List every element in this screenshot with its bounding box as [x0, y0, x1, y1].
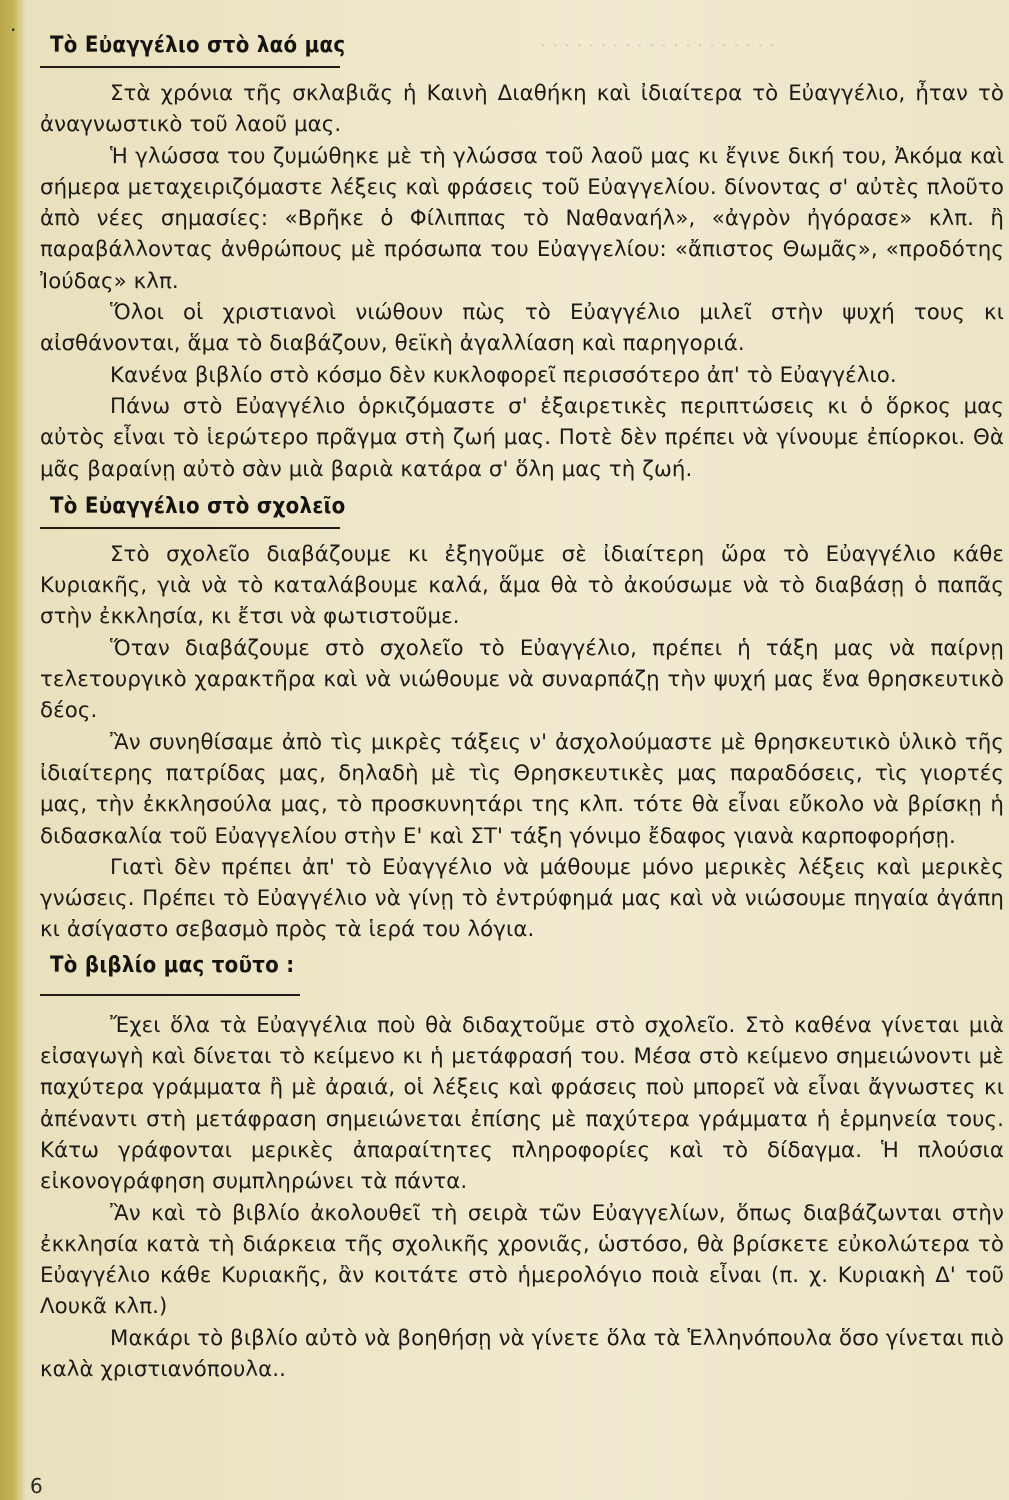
paragraph: Πάνω στὸ Εὐαγγέλιο ὁρκιζόμαστε σ' ἐξαιρετικὲς περιπτώσεις κι ὁ ὅρκος μας αὐτὸς εἶναι τὸ ἱερώτερο πρᾶγμα στὴ ζωή μας. Ποτὲ δὲν πρέπει νὰ γίνουμε ἐπίορκοι. Θὰ μᾶς βαραίνῃ αὐτὸ σὰν μιὰ βαριὰ κατάρα σ' ὅλη μας τὴ ζωή.: [40, 393, 1004, 482]
paragraph: Μακάρι τὸ βιβλίο αὐτὸ νὰ βοηθήσῃ νὰ γίνετε ὅλα τὰ Ἑλληνόπουλα ὅσο γίνεται πιὸ καλὰ χριστιανόπουλα..: [40, 1325, 1004, 1382]
paragraph: Ἡ γλώσσα του ζυμώθηκε μὲ τὴ γλώσσα τοῦ λαοῦ μας κι ἔγινε δική του, Ἀκόμα καὶ σήμερα μεταχειριζόμαστε λέξεις καὶ φράσεις τοῦ Εὐαγγελίου. δίνοντας σ' αὐτὲς πλοῦτο ἀπὸ νέες σημασίες: «Βρῆκε ὁ Φίλιππας τὸ Ναθαναήλ», «ἀγρὸν ἠγόρασε» κλπ. ἢ παραβάλλοντας ἀνθρώπους μὲ πρόσωπα του Εὐαγγελίου: «ἄπιστος Θωμᾶς», «προδότης Ἰούδας» κλπ.: [40, 143, 1004, 294]
paragraph: Γιατὶ δὲν πρέπει ἀπ' τὸ Εὐαγγέλιο νὰ μάθουμε μόνο μερικὲς λέξεις καὶ μερικὲς γνώσεις. Πρέπει τὸ Εὐαγγέλιο νὰ γίνῃ τὸ ἐντρύφημά μας καὶ νὰ νιώσουμε πηγαία ἀγάπη κι ἀσίγαστο σεβασμὸ πρὸς τὰ ἱερά του λόγια.: [40, 854, 1004, 943]
page-content: [40, 32, 1004, 1385]
page-number: 6: [30, 1474, 43, 1498]
section-heading: Τὸ Εὐαγγέλιο στὸ λαό μας: [50, 33, 346, 58]
heading-underline: [40, 66, 340, 68]
paragraph: Ἂν καὶ τὸ βιβλίο ἀκολουθεῖ τὴ σειρὰ τῶν Εὐαγγελίων, ὅπως διαβάζωνται στὴν ἐκκλησία κατὰ τὴ διάρκεια τῆς σχολικῆς χρονιᾶς, ὡστόσο, θὰ βρίσκετε εὐκολώτερα τὸ Εὐαγγέλιο κάθε Κυριακῆς, ἂν κοιτάτε στὸ ἡμερολόγιο ποιὰ εἶναι (π. χ. Κυριακὴ Δ' τοῦ Λουκᾶ κλπ.): [40, 1200, 1004, 1320]
paragraph: Ἂν συνηθίσαμε ἀπὸ τὶς μικρὲς τάξεις ν' ἀσχολούμαστε μὲ θρησκευτικὸ ὑλικὸ τῆς ἰδιαίτερης πατρίδας μας, δηλαδὴ μὲ τὶς Θρησκευτικὲς μας παραδόσεις, τὶς γιορτές μας, τὴν ἐκκλησούλα μας, τὸ προσκυνητάρι της κλπ. τότε θὰ εἶναι εὔκολο νὰ βρίσκῃ ἡ διδασκαλία τοῦ Εὐαγγελίου στὴν Ε' καὶ ΣΤ' τάξη γόνιμο ἔδαφος γιανὰ καρποφορήσῃ.: [40, 729, 1004, 849]
bleed-through-decoration: · · · · · · · · · · · · · · · · · · · ·: [540, 35, 776, 57]
paragraph: Ὅλοι οἱ χριστιανοὶ νιώθουν πὼς τὸ Εὐαγγέλιο μιλεῖ στὴν ψυχή τους κι αἰσθάνονται, ἅμα τὸ διαβάζουν, θεϊκὴ ἀγαλλίαση καὶ παρηγοριά.: [40, 300, 1004, 357]
paragraph: Ὅταν διαβάζουμε στὸ σχολεῖο τὸ Εὐαγγέλιο, πρέπει ἡ τάξη μας νὰ παίρνῃ τελετουργικὸ χαρακτῆρα καὶ νὰ νιώθουμε νὰ συναρπάζῃ τὴν ψυχή μας ἕνα θρησκευτικὸ δέος.: [40, 635, 1004, 724]
section-heading: Τὸ βιβλίο μας τοῦτο :: [50, 952, 295, 978]
paragraph: Ἔχει ὅλα τὰ Εὐαγγέλια ποὺ θὰ διδαχτοῦμε στὸ σχολεῖο. Στὸ καθένα γίνεται μιὰ εἰσαγωγὴ καὶ δίνεται τὸ κείμενο κι ἡ μετάφρασή του. Μέσα στὸ κείμενο σημειώνοντι μὲ παχύτερα γράμματα ἢ μὲ ἀραιά, οἱ λέξεις καὶ φράσεις ποὺ μπορεῖ νὰ εἶναι ἄγνωστες κι ἀπέναντι στὴ μετάφραση σημειώνεται ἐπίσης μὲ παχύτερα γράμματα ἡ ἑρμηνεία τους. Κάτω γράφονται μερικὲς ἀπαραίτητες πληροφορίες καὶ τὸ δίδαγμα. Ἡ πλούσια εἰκονογράφηση συμπληρώνει τὰ πάντα.: [40, 1012, 1004, 1195]
corner-mark: ·: [10, 18, 17, 42]
paragraph: Στὰ χρόνια τῆς σκλαβιᾶς ἡ Καινὴ Διαθήκη καὶ ἰδιαίτερα τὸ Εὐαγγέλιο, ἦταν τὸ ἀναγνωστικὸ τοῦ λαοῦ μας.: [40, 81, 1004, 138]
section-gospel-in-school: [40, 493, 1004, 946]
section-heading: Τὸ Εὐαγγέλιο στὸ σχολεῖο: [50, 493, 346, 519]
paragraph: Στὸ σχολεῖο διαβάζουμε κι ἐξηγοῦμε σὲ ἰδιαίτερη ὥρα τὸ Εὐαγγέλιο κάθε Κυριακῆς, γιὰ νὰ τὸ καταλάβουμε καλά, ἅμα θὰ τὸ ἀκούσωμε νὰ τὸ διαβάσῃ ὁ παπᾶς στὴν ἐκκλησία, κι ἔτσι νὰ φωτιστοῦμε.: [40, 541, 1004, 630]
paragraph: Κανένα βιβλίο στὸ κόσμο δὲν κυκλοφορεῖ περισσότερο ἀπ' τὸ Εὐαγγέλιο.: [110, 362, 897, 388]
section-this-book: [40, 952, 1004, 1386]
heading-underline: [40, 527, 340, 529]
section-gospel-in-people: [40, 32, 1004, 485]
heading-underline: [40, 994, 300, 996]
